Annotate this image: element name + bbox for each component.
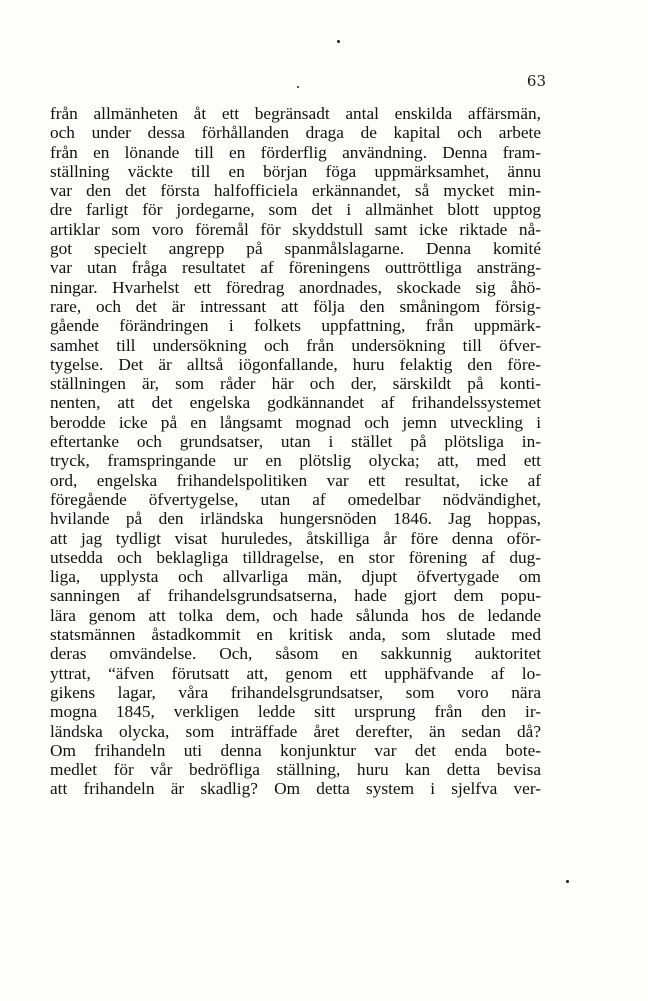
text-line: lära genom att tolka dem, och hade sålunda hos de ledande [50, 605, 541, 625]
text-line: mogna 1845, verkligen ledde sitt ursprung från den ir- [50, 702, 541, 722]
text-line: att jag tydligt visat huruledes, åtskilliga år före denna oför- [50, 528, 541, 548]
text-line: nenten, att det engelska godkännandet af frihandelssystemet [50, 393, 541, 413]
text-line: berodde icke på en långsamt mognad och jemn utveckling i [50, 412, 541, 432]
text-line: gikens lagar, våra frihandelsgrundsatser, som voro nära [50, 682, 541, 702]
text-line: var utan fråga resultatet af föreningens outtröttliga ansträng- [50, 258, 541, 278]
text-line: deras omvändelse. Och, såsom en sakkunnig auktoritet [50, 644, 541, 664]
text-line: ord, engelska frihandelspolitiken var ett resultat, icke af [50, 470, 541, 490]
text-line: från en lönande till en förderflig användning. Denna fram- [50, 142, 541, 162]
text-line: yttrat, “äfven förutsatt att, genom ett upphäfvande af lo- [50, 663, 541, 683]
body-text [50, 104, 541, 799]
text-line: sanningen af frihandelsgrundsatserna, hade gjort dem popu- [50, 586, 541, 606]
text-line: ställning väckte till en början föga uppmärksamhet, ännu [50, 161, 541, 181]
text-line: var den det första halfofficiela erkännandet, så mycket min- [50, 181, 541, 201]
text-line: ställningen är, som råder här och der, särskildt på konti- [50, 374, 541, 394]
text-line: eftertanke och grundsatser, utan i stället på plötsliga in- [50, 432, 541, 452]
text-line: artiklar som voro föremål för skyddstull samt icke riktade nå- [50, 219, 541, 239]
text-line: utsedda och beklagliga tilldragelse, en stor förening af dug- [50, 547, 541, 567]
text-line: ländska olycka, som inträffade året derefter, än sedan då? [50, 721, 541, 741]
print-speck [566, 880, 569, 883]
text-line: ningar. Hvarhelst ett föredrag anordnades, skockade sig åhö- [50, 277, 541, 297]
page-number: 63 [526, 72, 546, 90]
text-line: tygelse. Det är alltså iögonfallande, huru felaktig den före- [50, 354, 541, 374]
text-line: dre farligt för jordegarne, som det i allmänhet blott upptog [50, 200, 541, 220]
text-line: got specielt angrepp på spanmålslagarne. Denna komité [50, 239, 541, 259]
text-line: från allmänheten åt ett begränsadt antal enskilda affärsmän, [50, 104, 541, 123]
text-line: liga, upplysta och allvarliga män, djupt öfvertygade om [50, 567, 541, 587]
print-speck [337, 40, 340, 43]
text-line: tryck, framspringande ur en plötslig olycka; att, med ett [50, 451, 541, 471]
print-speck [297, 86, 299, 88]
text-line: samhet till undersökning och från undersökning till öfver- [50, 335, 541, 355]
text-line: medlet för vår bedröfliga ställning, huru kan detta bevisa [50, 760, 541, 780]
text-line: statsmännen åstadkommit en kritisk anda, som slutade med [50, 625, 541, 645]
text-line: Om frihandeln uti denna konjunktur var det enda bote- [50, 740, 541, 760]
text-line: gående förändringen i folkets uppfattning, från uppmärk- [50, 316, 541, 336]
text-line: föregående öfvertygelse, utan af omedelbar nödvändighet, [50, 489, 541, 509]
text-line: hvilande på den irländska hungersnöden 1846. Jag hoppas, [50, 509, 541, 529]
text-line: och under dessa förhållanden draga de kapital och arbete [50, 123, 541, 143]
text-line: att frihandeln är skadlig? Om detta system i sjelfva ver- [50, 779, 541, 799]
text-line: rare, och det är intressant att följa den småningom försig- [50, 296, 541, 316]
